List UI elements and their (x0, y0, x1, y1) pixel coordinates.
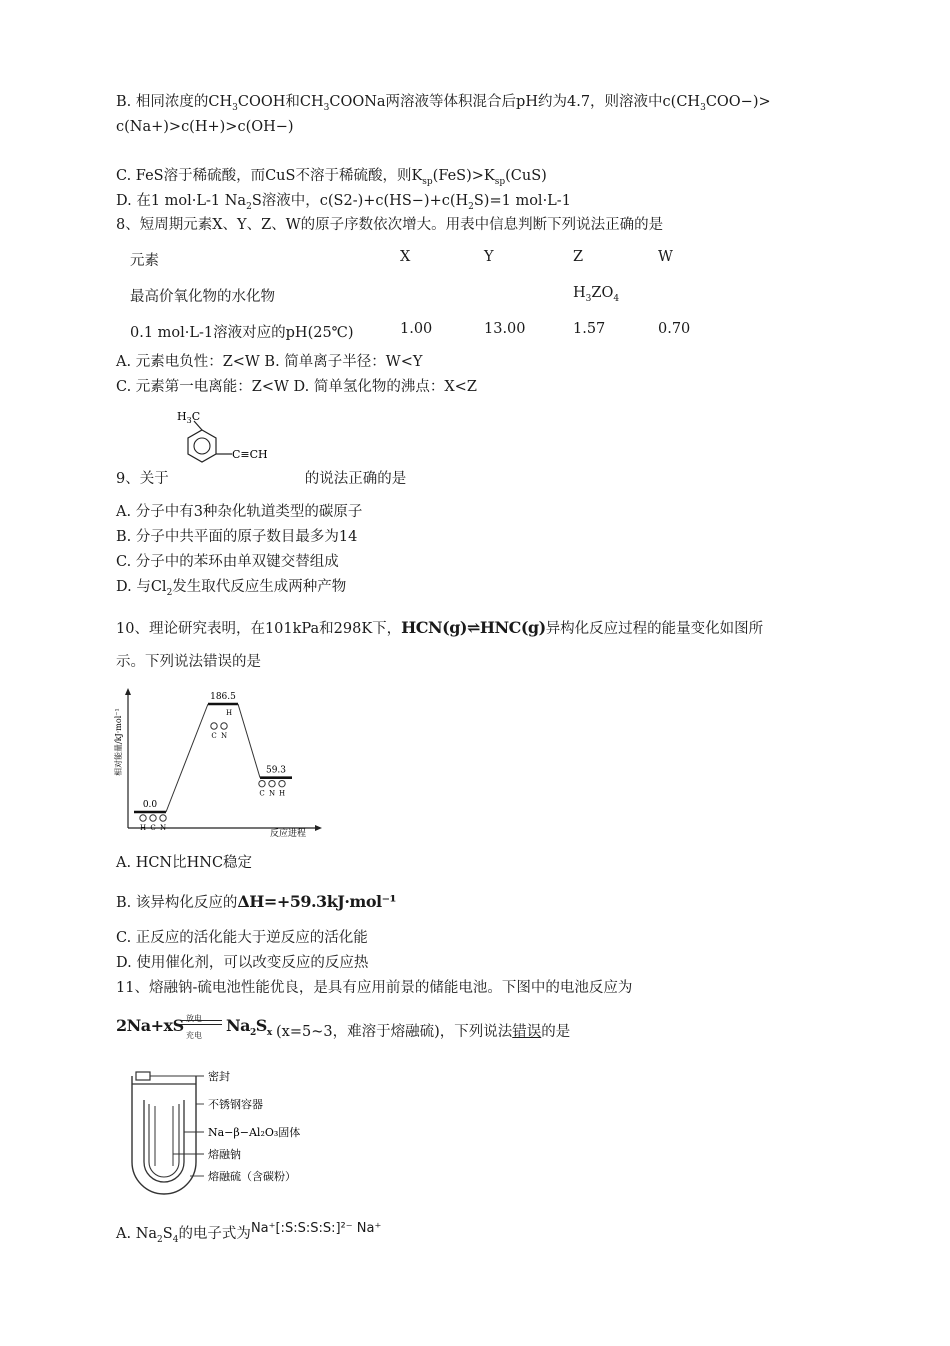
q10-equation: HCN(g)⇌HNC(g) (401, 618, 546, 637)
energy-value-label-1: 186.5 (210, 692, 236, 702)
q10-stem-line2: 示。下列说法错误的是 (116, 654, 261, 670)
charge-label: 充电 (186, 1031, 202, 1040)
svg-text:N: N (159, 824, 167, 832)
svg-text:N: N (268, 789, 276, 798)
table-cell-x-ph: 1.00 (400, 321, 433, 337)
q9-option-a: A. 分子中有3种杂化轨道类型的碳原子 (116, 504, 363, 520)
q9-option-d: D. 与$Cl_2$发生取代反应生成两种产物 (116, 579, 347, 598)
q8-options-ab: A. 元素电负性：Z<W B. 简单离子半径：W<Y (116, 354, 423, 370)
q11-reaction-equation: 2Na+xS 放电 充电 $Na_2S_x$ (116, 1016, 276, 1036)
table-cell-w-ph: 0.70 (658, 321, 691, 337)
q8-options-cd: C. 元素第一电离能：Z<W D. 简单氢化物的沸点：X<Z (116, 379, 477, 395)
energy-connector-0 (166, 704, 208, 812)
svg-text:N: N (220, 732, 228, 740)
q10-delta-h: ΔH=+59.3kJ·mol⁻¹ (237, 892, 397, 911)
energy-diagram-chart (112, 686, 337, 841)
q9-stem: 9、关于 的说法正确的是 (116, 471, 407, 487)
q7-option-d: D. 在1 mol·L-1 $Na_2S$溶液中，$c(S2-)+c(HS-)+c(H_2S)=1$ mol·L-1 (116, 193, 571, 212)
label-container: 不锈钢容器 (208, 1098, 263, 1111)
svg-text:C: C (259, 789, 265, 798)
chart-ylabel: 相对能量/kJ·mol⁻¹ (114, 708, 123, 776)
q9-option-b: B. 分子中共平面的原子数目最多为14 (116, 529, 358, 545)
q11-equation-line: 2Na+xS 放电 充电 $Na_2S_x$ (x=5~3，难溶于熔融硫)，下列说法错误的是 (116, 1016, 570, 1042)
table-cell-z-hydrate: $H_3ZO_4$ (573, 285, 620, 304)
table-header-z: Z (573, 249, 584, 265)
label-molten-sodium: 熔融钠 (208, 1148, 241, 1161)
energy-connector-1 (238, 704, 260, 778)
q7-option-c: C. FeS溶于稀硫酸，而CuS不溶于稀硫酸，则$K_{sp}(FeS)>K_{sp}(CuS)$ (116, 168, 547, 187)
label-seal: 密封 (208, 1070, 230, 1083)
table-header-w: W (658, 249, 673, 265)
svg-text:H: H (278, 789, 286, 798)
q10-stem-line1: 10、理论研究表明，在101kPa和298K下，HCN(g)⇌HNC(g)异构化反应过程的能量变化如图所 (116, 618, 764, 637)
methyl-label: $H_3C$ (177, 410, 201, 425)
q7-option-b-line2: c(Na+)>c(H+)>c(OH−) (116, 119, 294, 135)
q11-stem: 11、熔融钠-硫电池性能优良，是具有应用前景的储能电池。下图中的电池反应为 (116, 980, 633, 996)
equilibrium-arrow (180, 1020, 222, 1025)
q8-stem: 8、短周期元素X、Y、Z、W的原子序数依次增大。用表中信息判断下列说法正确的是 (116, 217, 664, 233)
table-row-ph-label: 0.1 mol·L-1溶液对应的pH(25℃) (130, 325, 354, 341)
q10-option-c: C. 正反应的活化能大于逆反应的活化能 (116, 930, 368, 946)
molecule-sketch-1 (211, 723, 227, 740)
q10-option-a: A. HCN比HNC稳定 (116, 855, 253, 871)
energy-value-label-0: 0.0 (142, 800, 158, 810)
electron-formula: Na⁺[:S:S:S:S:]²⁻ Na⁺ (250, 1221, 382, 1236)
label-molten-sulfur: 熔融硫（含碳粉） (208, 1170, 296, 1183)
q7-option-b-line1: B. 相同浓度的$CH_3COOH$和$CH_3COONa$两溶液等体积混合后pH约为4.7，则溶液中$c(CH_3COO-)>$ (116, 94, 771, 113)
table-row-hydrate-label: 最高价氧化物的水化物 (130, 289, 275, 305)
q10-option-d: D. 使用催化剂，可以改变反应的反应热 (116, 955, 369, 971)
q9-option-c: C. 分子中的苯环由单双键交替组成 (116, 554, 339, 570)
label-solid-electrolyte: Na−β−Al₂O₃固体 (208, 1126, 301, 1139)
q11-option-a: A. $Na_2S_4$的电子式为Na⁺[:S:S:S:S:]²⁻ Na⁺ (116, 1221, 382, 1245)
q9-structure-figure (172, 408, 302, 472)
bridged-h-label: H (226, 709, 233, 717)
q10-option-b: B. 该异构化反应的ΔH=+59.3kJ·mol⁻¹ (116, 892, 397, 911)
alkyne-label: C≡CH (232, 448, 268, 461)
table-cell-z-ph: 1.57 (573, 321, 606, 337)
battery-figure (124, 1066, 344, 1196)
table-header-y: Y (484, 249, 494, 265)
table-header-x: X (400, 249, 411, 265)
chart-xlabel: 反应进程 (270, 829, 307, 839)
molecule-sketch-2 (259, 780, 285, 797)
discharge-label: 放电 (186, 1014, 202, 1023)
table-cell-y-ph: 13.00 (484, 321, 526, 337)
svg-text:H: H (139, 824, 147, 832)
svg-text:C: C (150, 824, 156, 832)
svg-text:C: C (211, 732, 217, 740)
energy-value-label-2: 59.3 (265, 765, 287, 776)
table-header-element: 元素 (130, 253, 159, 269)
molecule-sketch-0 (140, 815, 166, 832)
